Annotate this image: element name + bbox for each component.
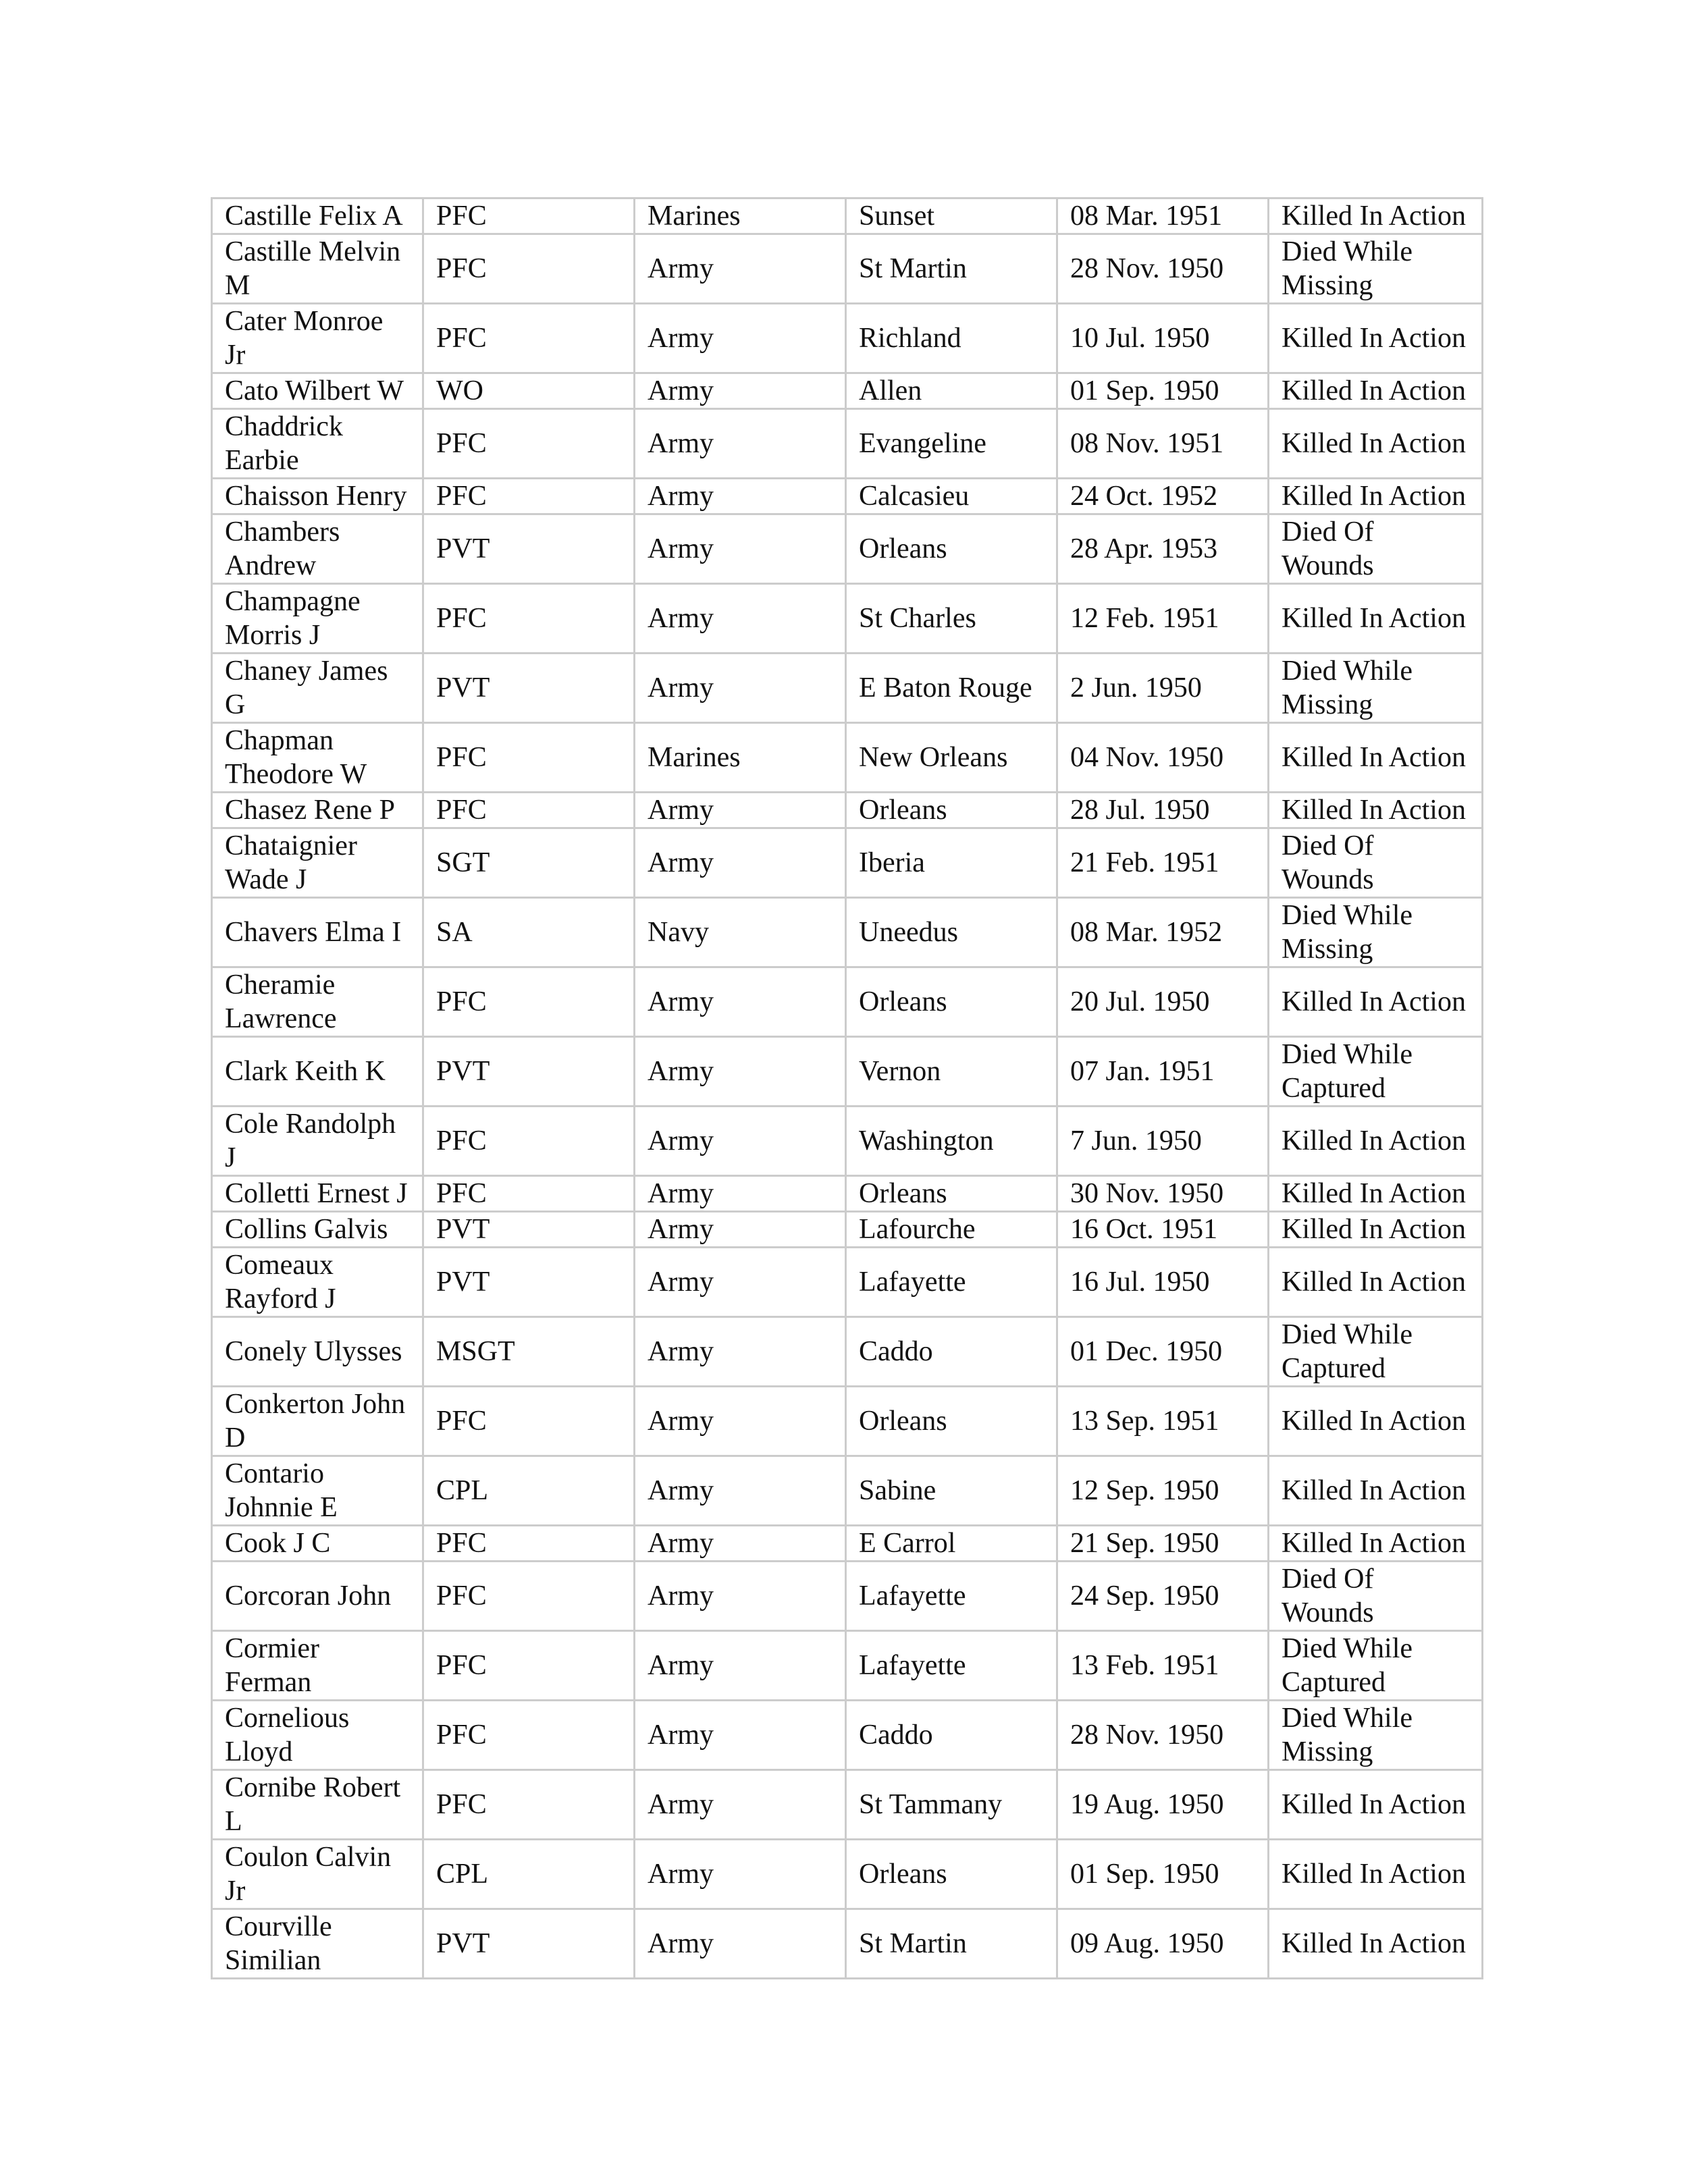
status-cell: Killed In Action [1269,304,1483,373]
date-cell: 20 Jul. 1950 [1057,967,1269,1037]
name-cell: Cole Randolph J [212,1107,423,1176]
name-cell: Collins Galvis [212,1212,423,1248]
rank-cell: CPL [423,1456,635,1526]
rank-cell: PFC [423,198,635,234]
name-cell: Colletti Ernest J [212,1176,423,1212]
branch-cell: Army [635,967,846,1037]
date-cell: 08 Mar. 1951 [1057,198,1269,234]
status-cell: Died While Captured [1269,1317,1483,1387]
table-row [212,373,1483,409]
name-cell: Cornelious Lloyd [212,1701,423,1770]
date-cell: 08 Mar. 1952 [1057,898,1269,967]
branch-cell: Army [635,304,846,373]
status-cell: Died While Captured [1269,1631,1483,1701]
table-row [212,1526,1483,1562]
status-cell: Died While Missing [1269,234,1483,304]
name-cell: Chaisson Henry [212,479,423,514]
status-cell: Died While Missing [1269,654,1483,723]
branch-cell: Army [635,409,846,479]
branch-cell: Army [635,1909,846,1979]
rank-cell: PFC [423,1107,635,1176]
parish-cell: Allen [846,373,1057,409]
parish-cell: Orleans [846,793,1057,828]
branch-cell: Army [635,1840,846,1909]
name-cell: Chapman Theodore W [212,723,423,793]
date-cell: 01 Sep. 1950 [1057,1840,1269,1909]
status-cell: Killed In Action [1269,723,1483,793]
branch-cell: Army [635,1212,846,1248]
parish-cell: St Martin [846,1909,1057,1979]
parish-cell: Richland [846,304,1057,373]
table-row [212,1107,1483,1176]
rank-cell: PVT [423,1248,635,1317]
status-cell: Killed In Action [1269,1526,1483,1562]
branch-cell: Army [635,1248,846,1317]
parish-cell: Orleans [846,514,1057,584]
parish-cell: Lafayette [846,1562,1057,1631]
status-cell: Killed In Action [1269,793,1483,828]
table-row [212,1840,1483,1909]
table-row [212,514,1483,584]
name-cell: Castille Melvin M [212,234,423,304]
branch-cell: Army [635,1176,846,1212]
parish-cell: Uneedus [846,898,1057,967]
rank-cell: PVT [423,1909,635,1979]
status-cell: Killed In Action [1269,479,1483,514]
date-cell: 7 Jun. 1950 [1057,1107,1269,1176]
table-row [212,1701,1483,1770]
parish-cell: New Orleans [846,723,1057,793]
rank-cell: WO [423,373,635,409]
parish-cell: Lafourche [846,1212,1057,1248]
date-cell: 21 Sep. 1950 [1057,1526,1269,1562]
date-cell: 21 Feb. 1951 [1057,828,1269,898]
rank-cell: CPL [423,1840,635,1909]
rank-cell: PVT [423,514,635,584]
name-cell: Clark Keith K [212,1037,423,1107]
date-cell: 24 Sep. 1950 [1057,1562,1269,1631]
name-cell: Cato Wilbert W [212,373,423,409]
table-row [212,1631,1483,1701]
table-row [212,234,1483,304]
parish-cell: Orleans [846,1840,1057,1909]
date-cell: 2 Jun. 1950 [1057,654,1269,723]
name-cell: Cormier Ferman [212,1631,423,1701]
status-cell: Killed In Action [1269,1770,1483,1840]
rank-cell: PFC [423,1631,635,1701]
branch-cell: Marines [635,198,846,234]
name-cell: Comeaux Rayford J [212,1248,423,1317]
parish-cell: Orleans [846,1176,1057,1212]
name-cell: Chataignier Wade J [212,828,423,898]
status-cell: Killed In Action [1269,409,1483,479]
table-row [212,1456,1483,1526]
table-row [212,304,1483,373]
branch-cell: Army [635,373,846,409]
date-cell: 07 Jan. 1951 [1057,1037,1269,1107]
branch-cell: Army [635,1107,846,1176]
rank-cell: PFC [423,1176,635,1212]
name-cell: Castille Felix A [212,198,423,234]
branch-cell: Army [635,479,846,514]
branch-cell: Army [635,1526,846,1562]
rank-cell: PFC [423,1701,635,1770]
status-cell: Killed In Action [1269,1107,1483,1176]
name-cell: Chavers Elma I [212,898,423,967]
parish-cell: Sunset [846,198,1057,234]
branch-cell: Army [635,654,846,723]
name-cell: Cornibe Robert L [212,1770,423,1840]
status-cell: Killed In Action [1269,1176,1483,1212]
name-cell: Conkerton John D [212,1387,423,1456]
date-cell: 01 Dec. 1950 [1057,1317,1269,1387]
date-cell: 04 Nov. 1950 [1057,723,1269,793]
table-row [212,1248,1483,1317]
parish-cell: Lafayette [846,1248,1057,1317]
branch-cell: Army [635,1562,846,1631]
name-cell: Courville Similian [212,1909,423,1979]
parish-cell: St Martin [846,234,1057,304]
rank-cell: PFC [423,1770,635,1840]
date-cell: 13 Feb. 1951 [1057,1631,1269,1701]
date-cell: 28 Nov. 1950 [1057,1701,1269,1770]
date-cell: 08 Nov. 1951 [1057,409,1269,479]
status-cell: Died While Captured [1269,1037,1483,1107]
parish-cell: Sabine [846,1456,1057,1526]
rank-cell: PVT [423,1212,635,1248]
parish-cell: St Charles [846,584,1057,654]
date-cell: 16 Jul. 1950 [1057,1248,1269,1317]
name-cell: Cater Monroe Jr [212,304,423,373]
status-cell: Killed In Action [1269,1840,1483,1909]
parish-cell: Lafayette [846,1631,1057,1701]
name-cell: Cheramie Lawrence [212,967,423,1037]
status-cell: Died Of Wounds [1269,1562,1483,1631]
branch-cell: Navy [635,898,846,967]
name-cell: Chaddrick Earbie [212,409,423,479]
rank-cell: PFC [423,584,635,654]
parish-cell: E Carrol [846,1526,1057,1562]
table-row [212,1770,1483,1840]
branch-cell: Army [635,234,846,304]
branch-cell: Army [635,514,846,584]
rank-cell: PFC [423,409,635,479]
name-cell: Conely Ulysses [212,1317,423,1387]
status-cell: Killed In Action [1269,1212,1483,1248]
rank-cell: PVT [423,654,635,723]
parish-cell: Caddo [846,1701,1057,1770]
status-cell: Killed In Action [1269,1387,1483,1456]
branch-cell: Army [635,1317,846,1387]
status-cell: Killed In Action [1269,967,1483,1037]
status-cell: Killed In Action [1269,373,1483,409]
branch-cell: Army [635,584,846,654]
status-cell: Killed In Action [1269,584,1483,654]
date-cell: 10 Jul. 1950 [1057,304,1269,373]
table-row [212,1176,1483,1212]
status-cell: Killed In Action [1269,1909,1483,1979]
date-cell: 28 Jul. 1950 [1057,793,1269,828]
table-row [212,967,1483,1037]
date-cell: 09 Aug. 1950 [1057,1909,1269,1979]
parish-cell: Caddo [846,1317,1057,1387]
table-row [212,898,1483,967]
parish-cell: Vernon [846,1037,1057,1107]
parish-cell: St Tammany [846,1770,1057,1840]
branch-cell: Army [635,793,846,828]
branch-cell: Army [635,828,846,898]
table-row [212,1562,1483,1631]
date-cell: 13 Sep. 1951 [1057,1387,1269,1456]
name-cell: Coulon Calvin Jr [212,1840,423,1909]
table-row [212,1387,1483,1456]
parish-cell: Washington [846,1107,1057,1176]
rank-cell: SGT [423,828,635,898]
date-cell: 12 Sep. 1950 [1057,1456,1269,1526]
date-cell: 01 Sep. 1950 [1057,373,1269,409]
parish-cell: Iberia [846,828,1057,898]
table-row [212,479,1483,514]
casualty-table-body [212,198,1483,1979]
status-cell: Killed In Action [1269,1456,1483,1526]
date-cell: 28 Apr. 1953 [1057,514,1269,584]
date-cell: 16 Oct. 1951 [1057,1212,1269,1248]
rank-cell: PFC [423,479,635,514]
branch-cell: Army [635,1387,846,1456]
status-cell: Died While Missing [1269,1701,1483,1770]
rank-cell: PFC [423,1526,635,1562]
status-cell: Died Of Wounds [1269,828,1483,898]
date-cell: 28 Nov. 1950 [1057,234,1269,304]
rank-cell: PFC [423,304,635,373]
table-row [212,793,1483,828]
status-cell: Killed In Action [1269,198,1483,234]
status-cell: Killed In Action [1269,1248,1483,1317]
status-cell: Died Of Wounds [1269,514,1483,584]
parish-cell: Orleans [846,1387,1057,1456]
rank-cell: MSGT [423,1317,635,1387]
rank-cell: PVT [423,1037,635,1107]
date-cell: 12 Feb. 1951 [1057,584,1269,654]
name-cell: Chambers Andrew [212,514,423,584]
branch-cell: Army [635,1770,846,1840]
table-row [212,1909,1483,1979]
rank-cell: PFC [423,1562,635,1631]
table-row [212,723,1483,793]
name-cell: Cook J C [212,1526,423,1562]
status-cell: Died While Missing [1269,898,1483,967]
parish-cell: Calcasieu [846,479,1057,514]
rank-cell: PFC [423,1387,635,1456]
table-row [212,1317,1483,1387]
rank-cell: PFC [423,793,635,828]
branch-cell: Army [635,1631,846,1701]
parish-cell: Evangeline [846,409,1057,479]
rank-cell: SA [423,898,635,967]
name-cell: Chasez Rene P [212,793,423,828]
date-cell: 19 Aug. 1950 [1057,1770,1269,1840]
parish-cell: E Baton Rouge [846,654,1057,723]
table-row [212,1212,1483,1248]
branch-cell: Marines [635,723,846,793]
date-cell: 30 Nov. 1950 [1057,1176,1269,1212]
name-cell: Contario Johnnie E [212,1456,423,1526]
casualty-table [211,197,1483,1979]
name-cell: Corcoran John [212,1562,423,1631]
name-cell: Champagne Morris J [212,584,423,654]
date-cell: 24 Oct. 1952 [1057,479,1269,514]
name-cell: Chaney James G [212,654,423,723]
rank-cell: PFC [423,723,635,793]
table-row [212,828,1483,898]
branch-cell: Army [635,1456,846,1526]
parish-cell: Orleans [846,967,1057,1037]
rank-cell: PFC [423,967,635,1037]
table-row [212,409,1483,479]
table-row [212,584,1483,654]
branch-cell: Army [635,1701,846,1770]
rank-cell: PFC [423,234,635,304]
table-row [212,198,1483,234]
table-row [212,1037,1483,1107]
branch-cell: Army [635,1037,846,1107]
table-row [212,654,1483,723]
